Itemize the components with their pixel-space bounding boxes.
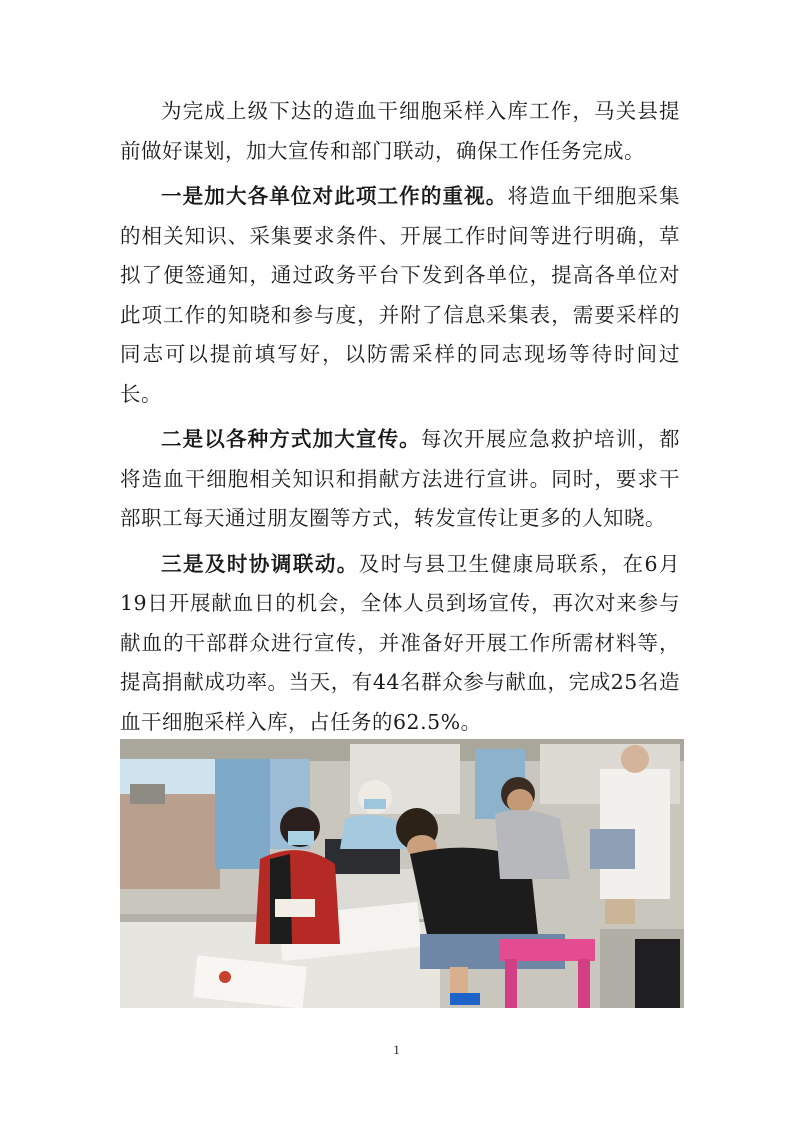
blood-donation-photo	[120, 739, 684, 1008]
point-two-text: 每次开展应急救护培训，都将造血干细胞相关知识和捐献方法进行宣讲。同时，要求干部职工每天通过朋友圈等方式，转发宣传让更多的人知晓。	[120, 427, 681, 530]
point-one-paragraph	[120, 177, 680, 414]
point-three-heading: 三是及时协调联动。	[161, 551, 359, 576]
point-three-text: 及时与县卫生健康局联系，在6月19日开展献血日的机会，全体人员到场宣传，再次对来参与献血的干部群众进行宣传，并准备好开展工作所需材料等，提高捐献成功率。当天，有44名群众参与献血，完成25名造血干细胞采样入库，占任务的62.5%。	[120, 551, 681, 734]
intro-text: 为完成上级下达的造血干细胞采样入库工作，马关县提前做好谋划，加大宣传和部门联动，确保工作任务完成。	[120, 99, 680, 163]
point-one-heading: 一是加大各单位对此项工作的重视。	[161, 184, 508, 208]
point-three-paragraph	[120, 545, 680, 743]
point-two-paragraph	[120, 420, 680, 539]
document-body	[120, 92, 680, 748]
point-two-heading: 二是以各种方式加大宣传。	[161, 427, 421, 451]
intro-paragraph	[120, 92, 680, 171]
page-number: 1	[393, 1042, 400, 1057]
point-one-text: 将造血干细胞采集的相关知识、采集要求条件、开展工作时间等进行明确，草拟了便签通知，通过政务平台下发到各单位，提高各单位对此项工作的知晓和参与度，并附了信息采集表，需要采样的同志可以提前填写好，以防需采样的同志现场等待时间过长。	[120, 184, 681, 406]
